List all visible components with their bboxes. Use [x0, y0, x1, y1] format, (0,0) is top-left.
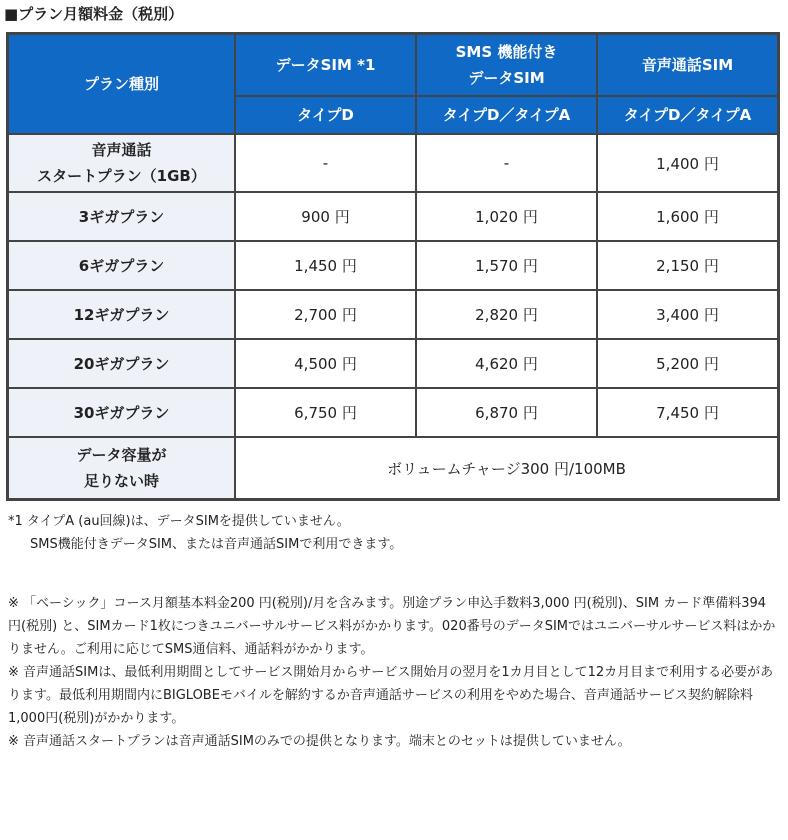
cell-sms-data-sim: - [416, 134, 597, 192]
header-sms-data-sim-line2: データSIM [468, 69, 545, 87]
row-plan-name: 3ギガプラン [8, 192, 235, 241]
table-row [8, 241, 778, 290]
note-basic-course: ※ 「ベーシック」コース月額基本料金200 円(税別)/月を含みます。別途プラン申込手数料3,000 円(税別)、SIM カード準備料394 円(税別) と、SIMカード1枚につきユニバーサルサービス料がかかります。020番号のデータSIMではユニバーサルサービス料はかかりません。ご利用に応じてSMS通信料、通話料がかかります。 [8, 596, 776, 657]
row-plan-name [8, 134, 235, 192]
table-row [8, 192, 778, 241]
cell-data-sim: - [235, 134, 416, 192]
table-row [8, 134, 778, 192]
row-plan-name: 6ギガプラン [8, 241, 235, 290]
header-voice-sim: 音声通話SIM [597, 34, 778, 96]
header-sms-data-sim-type: タイプD／タイプA [416, 96, 597, 134]
row-plan-name: 12ギガプラン [8, 290, 235, 339]
row-plan-name: 20ギガプラン [8, 339, 235, 388]
note-voice-min-period: ※ 音声通話SIMは、最低利用期間としてサービス開始月からサービス開始月の翌月を1カ月目として12カ月目まで利用する必要があります。最低利用期間内にBIGLOBEモバイルを解約するか音声通話サービスの利用をやめた場合、音声通話サービス契約解除料1,000円(税別)がかかります。 [8, 665, 774, 726]
cell-data-sim: 6,750 円 [235, 388, 416, 437]
cell-sms-data-sim: 6,870 円 [416, 388, 597, 437]
cell-data-sim: 2,700 円 [235, 290, 416, 339]
row-plan-name-line1: 音声通話 [91, 141, 152, 159]
header-sms-data-sim [416, 34, 597, 96]
table-row [8, 388, 778, 437]
row-charge-name-line2: 足りない時 [83, 472, 159, 490]
table-row [8, 339, 778, 388]
plan-price-table [6, 32, 780, 501]
header-sms-data-sim-line1: SMS 機能付き [455, 43, 558, 61]
cell-sms-data-sim: 4,620 円 [416, 339, 597, 388]
cell-volume-charge: ボリュームチャージ300 円/100MB [235, 437, 778, 499]
notes-block [8, 592, 778, 753]
header-plan-type: プラン種別 [8, 34, 235, 134]
header-data-sim-type: タイプD [235, 96, 416, 134]
cell-voice-sim: 1,400 円 [597, 134, 778, 192]
cell-data-sim: 900 円 [235, 192, 416, 241]
note-type-a-line2: SMS機能付きデータSIM、または音声通話SIMで利用できます。 [30, 537, 403, 552]
cell-voice-sim: 1,600 円 [597, 192, 778, 241]
header-voice-sim-type: タイプD／タイプA [597, 96, 778, 134]
cell-sms-data-sim: 2,820 円 [416, 290, 597, 339]
row-charge-name [8, 437, 235, 499]
table-row [8, 290, 778, 339]
page-title: ■プラン月額料金（税別） [4, 5, 184, 23]
note-voice-start-plan: ※ 音声通話スタートプランは音声通話SIMのみでの提供となります。端末とのセットは提供していません。 [8, 734, 631, 749]
cell-voice-sim: 2,150 円 [597, 241, 778, 290]
row-plan-name: 30ギガプラン [8, 388, 235, 437]
cell-sms-data-sim: 1,020 円 [416, 192, 597, 241]
cell-voice-sim: 3,400 円 [597, 290, 778, 339]
cell-data-sim: 1,450 円 [235, 241, 416, 290]
header-data-sim: データSIM *1 [235, 34, 416, 96]
cell-sms-data-sim: 1,570 円 [416, 241, 597, 290]
row-charge-name-line1: データ容量が [76, 446, 167, 464]
table-row [8, 437, 778, 499]
row-plan-name-line2: スタートプラン（1GB） [37, 167, 206, 185]
cell-voice-sim: 7,450 円 [597, 388, 778, 437]
cell-voice-sim: 5,200 円 [597, 339, 778, 388]
cell-data-sim: 4,500 円 [235, 339, 416, 388]
note-type-a [8, 510, 778, 556]
note-type-a-line1: *1 タイプA (au回線)は、データSIMを提供していません。 [8, 514, 350, 529]
